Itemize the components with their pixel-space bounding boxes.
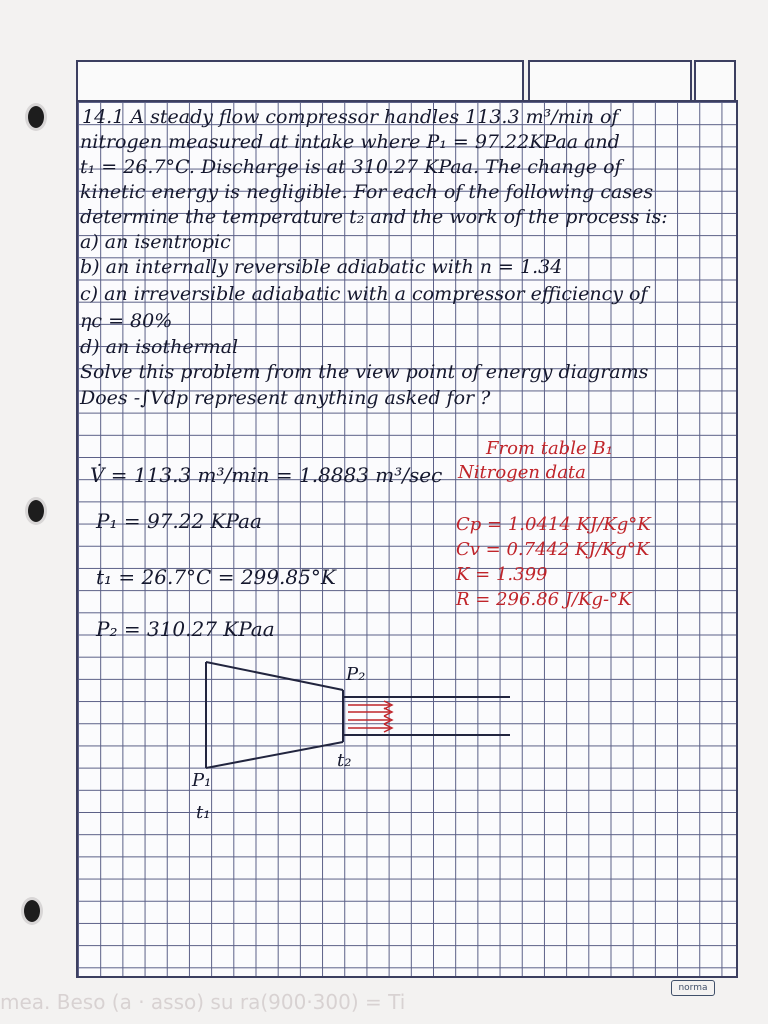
diagram-p1-label: P₁: [192, 770, 212, 791]
problem-line: Solve this problem from the view point of energy diagrams: [80, 361, 649, 383]
diagram-p2-label: P₂: [346, 664, 366, 685]
diagram-t1-label: t₁: [196, 802, 211, 823]
temperature-t1: t₁ = 26.7°C = 299.85°K: [96, 565, 336, 589]
table-heading: From table B₁: [486, 438, 613, 459]
problem-line: Does -∫Vdp represent anything asked for ?: [80, 387, 491, 409]
problem-line: b) an internally reversible adiabatic with n = 1.34: [80, 256, 563, 278]
problem-line: 14.1 A steady flow compressor handles 113.3 m³/min of: [82, 106, 619, 128]
diagram-t2-label: t₂: [337, 750, 352, 771]
pressure-p1: P₁ = 97.22 KPaa: [96, 509, 262, 533]
problem-line: kinetic energy is negligible. For each of the following cases: [80, 181, 654, 203]
cv-value: Cv = 0.7442 KJ/Kg°K: [456, 539, 650, 560]
table-subheading: Nitrogen data: [458, 462, 586, 483]
r-value: R = 296.86 J/Kg-°K: [456, 589, 632, 610]
problem-line: d) an isothermal: [80, 336, 239, 358]
bleed-through-text: mea. Beso (a · asso) su ra(900·300) = Ti: [0, 990, 406, 1014]
problem-line: a) an isentropic: [80, 231, 231, 253]
problem-line: c) an irreversible adiabatic with a compressor efficiency of: [80, 283, 648, 305]
brand-logo: norma: [671, 980, 715, 996]
k-value: K = 1.399: [456, 564, 548, 585]
problem-line: determine the temperature t₂ and the work of the process is:: [80, 206, 668, 228]
problem-line: nitrogen measured at intake where P₁ = 97.22KPaa and: [80, 131, 620, 153]
pressure-p2: P₂ = 310.27 KPaa: [96, 617, 275, 641]
volume-flow-rate: V̇ = 113.3 m³/min = 1.8883 m³/sec: [90, 463, 443, 487]
problem-line: t₁ = 26.7°C. Discharge is at 310.27 KPaa. The change of: [80, 156, 622, 178]
problem-line: ηc = 80%: [80, 310, 173, 332]
cp-value: Cp = 1.0414 KJ/Kg°K: [456, 514, 651, 535]
